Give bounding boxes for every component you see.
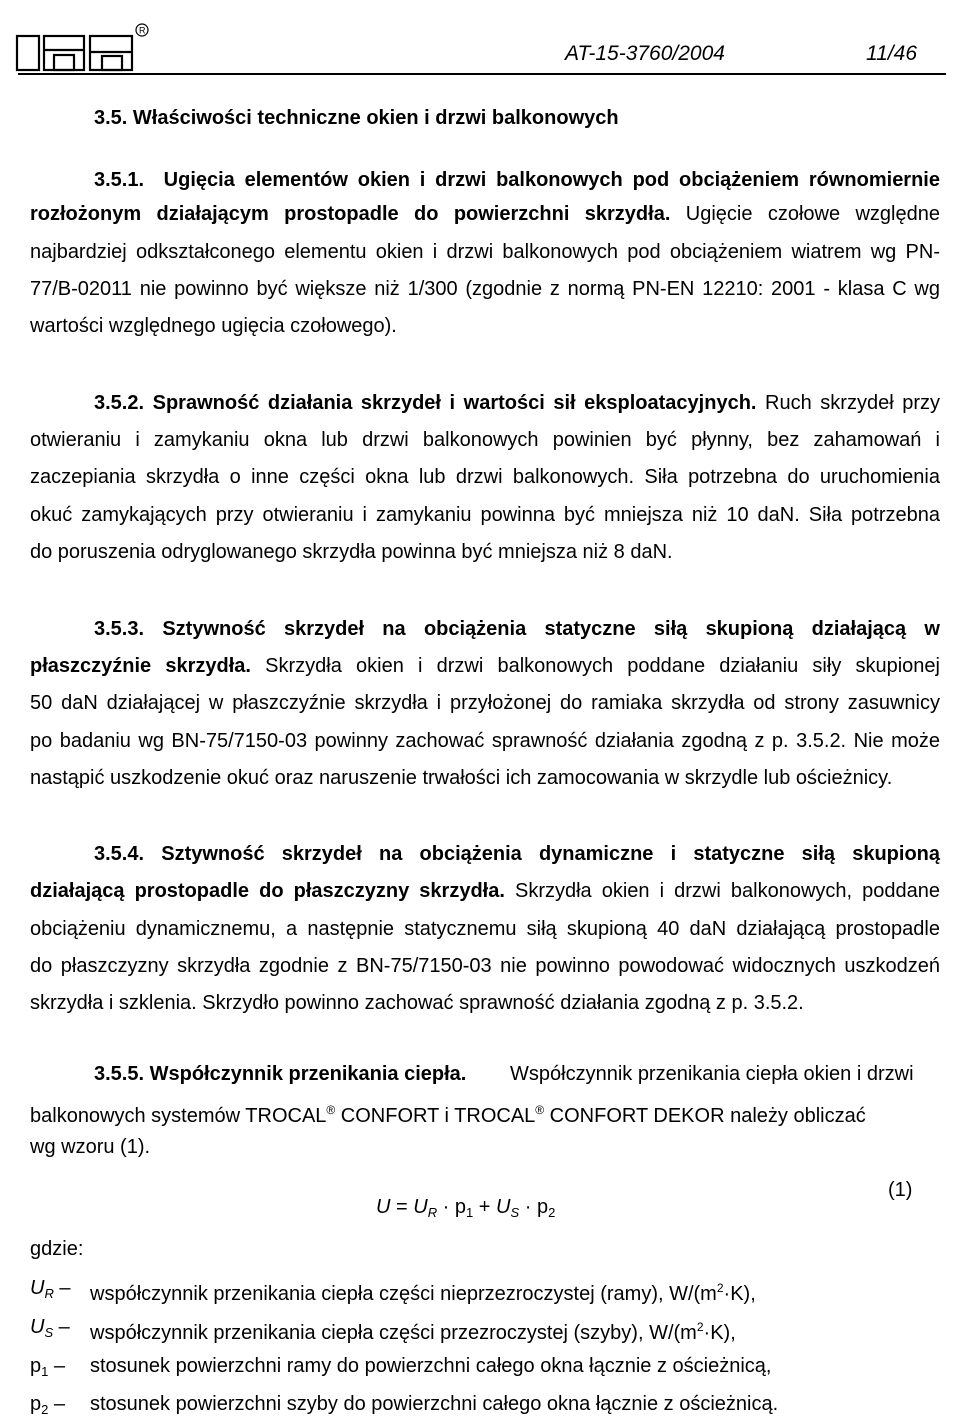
s1-line-4: 77/B-02011 nie powinno być większe niż 1/300 (zgodnie z normą PN-EN 12210: 2001 - klasa C wg [30, 278, 940, 300]
where-label: gdzie: [30, 1238, 84, 1260]
s3-line-2 [30, 654, 940, 678]
s3-number: 3.5.3. [94, 618, 145, 640]
where-item: $U_R$ – [30, 1277, 71, 1301]
s3-title-a: Sztywność skrzydeł na obciążenia statyczne siłą skupioną działającą w [144, 618, 940, 640]
s5-text-a: Współczynnik przenikania ciepła okien i drzwi [510, 1063, 914, 1085]
s2-line-4: okuć zamykających przy otwieraniu i zamykaniu powinna być mniejsza niż 10 daN. Siła potrzebna [30, 504, 940, 526]
s1-title-line-1 [94, 168, 940, 192]
s4-line-4: do płaszczyzny skrzydła zgodnie z BN-75/7150-03 nie powinno powodować widocznych uszkodzeń [30, 955, 940, 977]
s2-line-5: do poruszenia odryglowanego skrzydła powinna być mniejsza niż 8 daN. [30, 541, 673, 563]
s2-line-3: zaczepiania skrzydła o inne części okna lub drzwi balkonowych. Siła potrzebna do uruchomienia [30, 466, 940, 488]
s1-line-2 [30, 202, 940, 226]
s5-line-2-a: balkonowych systemów TROCAL [30, 1105, 327, 1127]
s1-title-a: Ugięcia elementów okien i drzwi balkonowych pod obciążeniem równomiernie [163, 169, 940, 191]
registered-mark: ® [326, 1103, 336, 1117]
s3-text-a: Skrzydła okien i drzwi balkonowych poddane działaniu siły skupionej [250, 655, 940, 677]
section-heading: 3.5. Właściwości techniczne okien i drzwi balkonowych [94, 107, 619, 129]
where-item-text: stosunek powierzchni ramy do powierzchni całego okna łącznie z ościeżnicą, [90, 1355, 772, 1377]
formula: $U = U_R \cdot p_1 + U_S \cdot p_2$ [376, 1196, 556, 1220]
s3-line-3: 50 daN działającej w płaszczyźnie skrzydła i przyłożonej do ramiaka skrzydła od strony zasuwnicy [30, 692, 940, 714]
s4-line-1 [94, 842, 940, 866]
s1-title-b: rozłożonym działającym prostopadle do powierzchni skrzydła. [30, 203, 671, 225]
svg-text:R: R [139, 25, 146, 36]
s1-text-a: Ugięcie czołowe względne [670, 203, 940, 225]
where-item-text: współczynnik przenikania ciepła części nieprzezroczystej (ramy), $W/(m^2\cdot K)$, [90, 1281, 756, 1305]
s5-line-3: wg wzoru (1). [30, 1136, 151, 1158]
header-rule [18, 73, 946, 75]
s5-line-2-c: CONFORT DEKOR należy obliczać [544, 1105, 866, 1127]
s4-line-2 [30, 879, 940, 903]
where-item: $p_2$ – [30, 1393, 66, 1417]
s1-line-5: wartości względnego ugięcia czołowego). [30, 315, 397, 337]
s1-number: 3.5.1. [94, 169, 145, 191]
s4-line-3: obciążeniu dynamicznemu, a następnie statycznemu siłą skupioną 40 daN działającą prostopadle [30, 918, 940, 940]
ift-logo-icon [14, 22, 149, 72]
s3-line-4: po badaniu wg BN-75/7150-03 powinny zachować sprawność działania zgodną z p. 3.5.2. Nie może [30, 730, 940, 752]
document-number: AT-15-3760/2004 [565, 42, 725, 65]
where-item: $p_1$ – [30, 1355, 66, 1379]
s1-line-3: najbardziej odkształconego elementu okien i drzwi balkonowych pod obciążeniem wiatrem wg PN- [30, 241, 940, 263]
s4-title-a: Sztywność skrzydeł na obciążenia dynamiczne i statyczne siłą skupioną [144, 843, 940, 865]
s5-line-2 [30, 1098, 866, 1128]
s2-text-a: Ruch skrzydeł przy [756, 392, 941, 414]
s2-title: Sprawność działania skrzydeł i wartości sił eksploatacyjnych. [144, 392, 757, 414]
s2-number: 3.5.2. [94, 392, 145, 414]
s2-line-2: otwieraniu i zamykaniu okna lub drzwi balkonowych powinien być płynny, bez zahamowań i [30, 429, 940, 451]
page-number: 11/46 [866, 42, 917, 65]
s5-line-2-b: CONFORT i TROCAL [335, 1105, 536, 1127]
s4-text-a: Skrzydła okien i drzwi balkonowych, poddane [504, 880, 941, 902]
where-item-text: współczynnik przenikania ciepła części przezroczystej (szyby), $W/(m^2\cdot K)$, [90, 1320, 736, 1344]
formula-number: (1) [888, 1179, 913, 1201]
s3-line-5: nastąpić uszkodzenie okuć oraz naruszenie trwałości ich zamocowania w skrzydle lub ościeżnicy. [30, 767, 893, 789]
s3-title-b: płaszczyźnie skrzydła. [30, 655, 251, 677]
s3-line-1 [94, 617, 940, 641]
where-item-text: stosunek powierzchni szyby do powierzchni całego okna łącznie z ościeżnicą. [90, 1393, 779, 1415]
s4-title-b: działającą prostopadle do płaszczyzny skrzydła. [30, 880, 505, 902]
logo [14, 22, 149, 72]
registered-mark-2: ® [535, 1103, 545, 1117]
s2-line-1 [94, 391, 940, 415]
s4-number: 3.5.4. [94, 843, 145, 865]
s5-title: 3.5.5. Współczynnik przenikania ciepła. [94, 1063, 467, 1085]
s4-line-5: skrzydła i szklenia. Skrzydło powinno zachować sprawność działania zgodną z p. 3.5.2. [30, 992, 804, 1014]
where-item: $U_S$ – [30, 1316, 70, 1340]
